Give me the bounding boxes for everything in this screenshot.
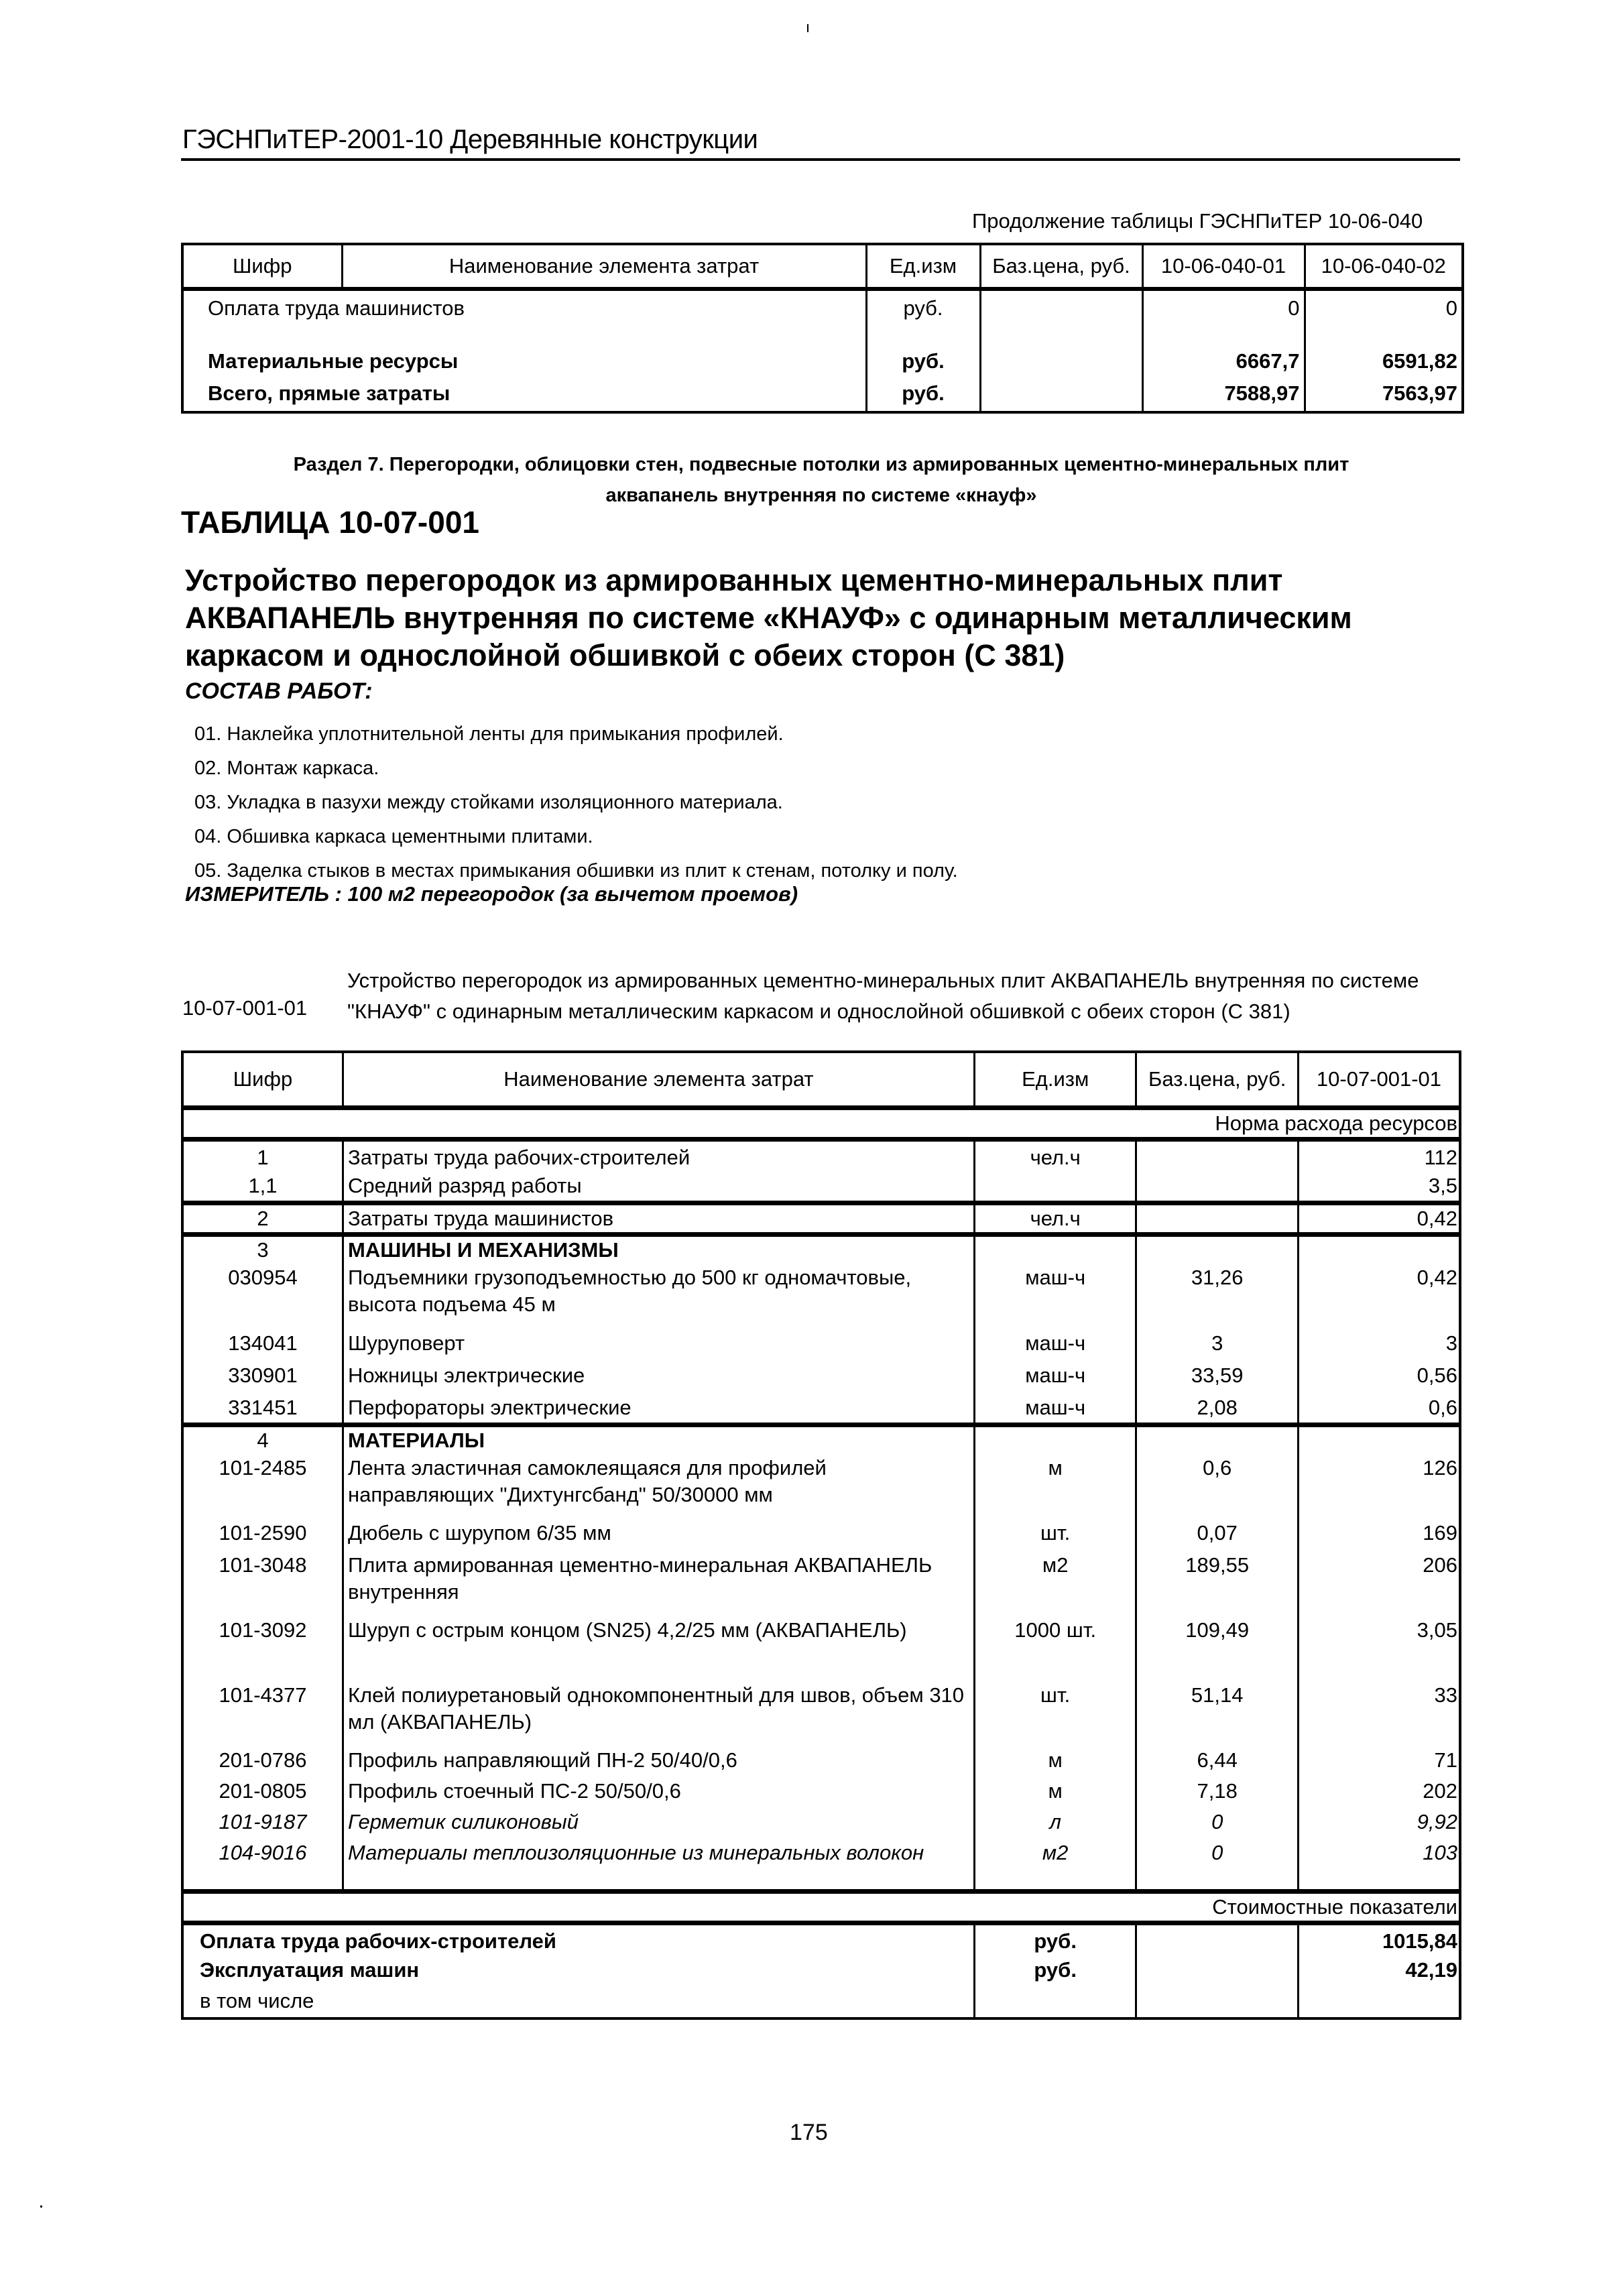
scan-speck — [40, 2206, 42, 2208]
row-price: 0 — [1136, 1839, 1299, 1892]
table-row — [182, 1203, 1460, 1235]
row-code: 134041 — [182, 1330, 343, 1362]
group-row-materials — [182, 1425, 1460, 1455]
row-unit: руб. — [866, 289, 980, 348]
row-unit: маш-ч — [974, 1362, 1136, 1394]
row-name: Ножницы электрические — [343, 1362, 975, 1394]
column-header-base-price: Баз.цена, руб. — [980, 244, 1142, 289]
table-row — [182, 1747, 1460, 1778]
row-unit: чел.ч — [974, 1140, 1136, 1172]
column-header-name: Наименование элемента затрат — [342, 244, 866, 289]
table-row — [182, 1264, 1460, 1330]
row-value-01: 7588,97 — [1142, 380, 1305, 412]
resource-norm-label: Норма расхода ресурсов — [182, 1108, 1460, 1140]
row-code: 030954 — [182, 1264, 343, 1330]
table-row — [182, 1809, 1460, 1839]
measure-unit: ИЗМЕРИТЕЛЬ : 100 м2 перегородок (за вычетом проемов) — [185, 882, 798, 906]
table-row — [182, 1552, 1460, 1617]
row-name: Плита армированная цементно-минеральная АКВАПАНЕЛЬ внутренняя — [343, 1552, 975, 1617]
header-rule — [181, 158, 1460, 161]
column-header-norm-01: 10-06-040-01 — [1142, 244, 1305, 289]
row-code: 101-3048 — [182, 1552, 343, 1617]
row-unit: л — [974, 1809, 1136, 1839]
row-price — [980, 348, 1142, 380]
column-header-name: Наименование элемента затрат — [343, 1052, 975, 1108]
composition-step: 02. Монтаж каркаса. — [194, 758, 379, 779]
row-value-02: 7563,97 — [1305, 380, 1463, 412]
row-name: Затраты труда машинистов — [343, 1203, 975, 1235]
composition-step: 04. Обшивка каркаса цементными плитами. — [194, 826, 593, 847]
row-price: 0 — [1136, 1809, 1299, 1839]
row-price: 189,55 — [1136, 1552, 1299, 1617]
cost-row-unit — [974, 1988, 1136, 2018]
row-value: 206 — [1298, 1552, 1460, 1617]
row-value: 169 — [1298, 1520, 1460, 1552]
row-name: Средний разряд работы — [343, 1172, 975, 1203]
resource-norm-band — [182, 1108, 1460, 1140]
scan-speck — [807, 24, 808, 32]
row-price: 3 — [1136, 1330, 1299, 1362]
section-heading-line-1: Раздел 7. Перегородки, облицовки стен, подвесные потолки из армированных цементно-минеральных плит — [293, 454, 1349, 475]
group-code: 3 — [182, 1235, 343, 1264]
composition-step: 01. Наклейка уплотнительной ленты для примыкания профилей. — [194, 723, 784, 745]
table-row — [182, 1957, 1460, 1988]
row-price — [980, 380, 1142, 412]
row-code: 101-2590 — [182, 1520, 343, 1552]
row-name: Подъемники грузоподъемностью до 500 кг одномачтовые, высота подъема 45 м — [343, 1264, 975, 1330]
column-header-norm-02: 10-06-040-02 — [1305, 244, 1463, 289]
composition-step: 03. Укладка в пазухи между стойками изоляционного материала. — [194, 792, 783, 813]
continuation-caption: Продолжение таблицы ГЭСНПиТЕР 10-06-040 — [972, 209, 1423, 233]
row-price: 51,14 — [1136, 1682, 1299, 1747]
row-value: 0,6 — [1298, 1394, 1460, 1425]
cost-indicators-label: Стоимостные показатели — [182, 1892, 1460, 1923]
row-price: 0,07 — [1136, 1520, 1299, 1552]
row-unit: руб. — [866, 380, 980, 412]
cost-row-name: Эксплуатация машин — [182, 1957, 974, 1988]
composition-label: СОСТАВ РАБОТ: — [185, 678, 373, 704]
column-header-base-price: Баз.цена, руб. — [1136, 1052, 1299, 1108]
row-price — [1136, 1140, 1299, 1172]
row-name: Клей полиуретановый однокомпонентный для швов, объем 310 мл (АКВАПАНЕЛЬ) — [343, 1682, 975, 1747]
row-code: 2 — [182, 1203, 343, 1235]
table-row — [182, 380, 1463, 412]
cost-row-value: 42,19 — [1298, 1957, 1460, 1988]
cost-indicators-band — [182, 1892, 1460, 1923]
row-price: 2,08 — [1136, 1394, 1299, 1425]
norm-description — [347, 965, 1487, 1027]
row-unit: маш-ч — [974, 1264, 1136, 1330]
column-header-unit: Ед.изм — [866, 244, 980, 289]
norm-table-header — [182, 1052, 1460, 1108]
row-code: 104-9016 — [182, 1839, 343, 1892]
table-row — [182, 1839, 1460, 1892]
row-price: 7,18 — [1136, 1778, 1299, 1809]
cost-row-value: 1015,84 — [1298, 1923, 1460, 1957]
table-row — [182, 1682, 1460, 1747]
table-row — [182, 1988, 1460, 2018]
norm-description-line-1: Устройство перегородок из армированных цементно-минеральных плит АКВАПАНЕЛЬ внутренняя по системе — [347, 969, 1419, 992]
row-value: 0,42 — [1298, 1203, 1460, 1235]
row-unit: м — [974, 1455, 1136, 1520]
row-unit — [974, 1172, 1136, 1203]
row-unit: руб. — [866, 348, 980, 380]
row-name: Шуруп с острым концом (SN25) 4,2/25 мм (АКВАПАНЕЛЬ) — [343, 1617, 975, 1682]
table-row — [182, 1923, 1460, 1957]
row-unit: шт. — [974, 1520, 1136, 1552]
row-code: 1,1 — [182, 1172, 343, 1203]
row-price: 6,44 — [1136, 1747, 1299, 1778]
row-value: 112 — [1298, 1140, 1460, 1172]
row-code: 101-9187 — [182, 1809, 343, 1839]
table-row — [182, 1362, 1460, 1394]
row-value-02: 6591,82 — [1305, 348, 1463, 380]
row-name: Шуруповерт — [343, 1330, 975, 1362]
row-code: 101-4377 — [182, 1682, 343, 1747]
row-unit: маш-ч — [974, 1394, 1136, 1425]
row-price: 0,6 — [1136, 1455, 1299, 1520]
row-code: 331451 — [182, 1394, 343, 1425]
row-value: 3,5 — [1298, 1172, 1460, 1203]
column-header-code: Шифр — [182, 244, 342, 289]
row-name: Материалы теплоизоляционные из минеральных волокон — [343, 1839, 975, 1892]
row-code: 101-3092 — [182, 1617, 343, 1682]
column-header-norm: 10-07-001-01 — [1298, 1052, 1460, 1108]
row-value: 126 — [1298, 1455, 1460, 1520]
row-value: 9,92 — [1298, 1809, 1460, 1839]
row-value: 103 — [1298, 1839, 1460, 1892]
row-value-02: 0 — [1305, 289, 1463, 348]
row-name: Профиль стоечный ПС-2 50/50/0,6 — [343, 1778, 975, 1809]
row-value: 0,56 — [1298, 1362, 1460, 1394]
row-name: Затраты труда рабочих-строителей — [343, 1140, 975, 1172]
table-row — [182, 348, 1463, 380]
table-row — [182, 289, 1463, 348]
row-unit: м2 — [974, 1839, 1136, 1892]
row-unit: 1000 шт. — [974, 1617, 1136, 1682]
composition-step: 05. Заделка стыков в местах примыкания обшивки из плит к стенам, потолку и полу. — [194, 860, 958, 882]
row-value-01: 6667,7 — [1142, 348, 1305, 380]
continuation-table-header — [182, 244, 1463, 289]
table-row — [182, 1455, 1460, 1520]
group-title: МАШИНЫ И МЕХАНИЗМЫ — [343, 1235, 975, 1264]
column-header-code: Шифр — [182, 1052, 343, 1108]
row-price: 109,49 — [1136, 1617, 1299, 1682]
row-value: 0,42 — [1298, 1264, 1460, 1330]
row-code: 101-2485 — [182, 1455, 343, 1520]
row-price: 33,59 — [1136, 1362, 1299, 1394]
row-name: Всего, прямые затраты — [182, 380, 866, 412]
row-code: 201-0786 — [182, 1747, 343, 1778]
norm-description-line-2: "КНАУФ" с одинарным металлическим каркасом и однослойной обшивкой с обеих сторон (С 381) — [347, 1000, 1290, 1023]
table-row — [182, 1140, 1460, 1172]
row-name: Лента эластичная самоклеящаяся для профилей направляющих "Дихтунгсбанд" 50/30000 мм — [343, 1455, 975, 1520]
row-value-01: 0 — [1142, 289, 1305, 348]
row-value: 33 — [1298, 1682, 1460, 1747]
row-code: 1 — [182, 1140, 343, 1172]
row-name: Материальные ресурсы — [182, 348, 866, 380]
row-value: 3,05 — [1298, 1617, 1460, 1682]
section-heading-line-2: аквапанель внутренняя по системе «кнауф» — [605, 485, 1037, 506]
continuation-table — [181, 243, 1464, 414]
table-row — [182, 1172, 1460, 1203]
row-price — [980, 289, 1142, 348]
row-name: Профиль направляющий ПН-2 50/40/0,6 — [343, 1747, 975, 1778]
group-title: МАТЕРИАЛЫ — [343, 1425, 975, 1455]
row-price: 31,26 — [1136, 1264, 1299, 1330]
page-number: 175 — [790, 2120, 828, 2145]
row-unit: м2 — [974, 1552, 1136, 1617]
row-value: 3 — [1298, 1330, 1460, 1362]
cost-row-name: в том числе — [182, 1988, 974, 2018]
table-row — [182, 1330, 1460, 1362]
cost-row-unit: руб. — [974, 1957, 1136, 1988]
row-code: 201-0805 — [182, 1778, 343, 1809]
group-row-machines — [182, 1235, 1460, 1264]
row-unit: маш-ч — [974, 1330, 1136, 1362]
row-unit: м — [974, 1747, 1136, 1778]
row-name: Оплата труда машинистов — [182, 289, 866, 348]
cost-row-value — [1298, 1988, 1460, 2018]
table-row — [182, 1394, 1460, 1425]
table-row — [182, 1617, 1460, 1682]
work-title: Устройство перегородок из армированных цементно-минеральных плит АКВАПАНЕЛЬ внутренняя по системе «КНАУФ» с одинарным металлическим каркасом и однослойной обшивкой с обеих сторон (С 381) — [185, 563, 1352, 672]
row-name: Перфораторы электрические — [343, 1394, 975, 1425]
row-value: 71 — [1298, 1747, 1460, 1778]
cost-row-unit: руб. — [974, 1923, 1136, 1957]
row-unit: чел.ч — [974, 1203, 1136, 1235]
composition-steps — [194, 717, 958, 888]
row-price — [1136, 1172, 1299, 1203]
table-code: ТАБЛИЦА 10-07-001 — [181, 505, 479, 540]
column-header-unit: Ед.изм — [974, 1052, 1136, 1108]
row-price — [1136, 1203, 1299, 1235]
table-row — [182, 1778, 1460, 1809]
row-value: 202 — [1298, 1778, 1460, 1809]
row-unit: м — [974, 1778, 1136, 1809]
cost-row-name: Оплата труда рабочих-строителей — [182, 1923, 974, 1957]
row-name: Герметик силиконовый — [343, 1809, 975, 1839]
row-name: Дюбель с шурупом 6/35 мм — [343, 1520, 975, 1552]
running-head: ГЭСНПиТЕР-2001-10 Деревянные конструкции — [182, 125, 758, 154]
row-code: 330901 — [182, 1362, 343, 1394]
group-code: 4 — [182, 1425, 343, 1455]
table-row — [182, 1520, 1460, 1552]
row-unit: шт. — [974, 1682, 1136, 1747]
norm-table — [181, 1050, 1461, 2020]
norm-code: 10-07-001-01 — [182, 996, 308, 1020]
section-heading — [181, 449, 1461, 511]
